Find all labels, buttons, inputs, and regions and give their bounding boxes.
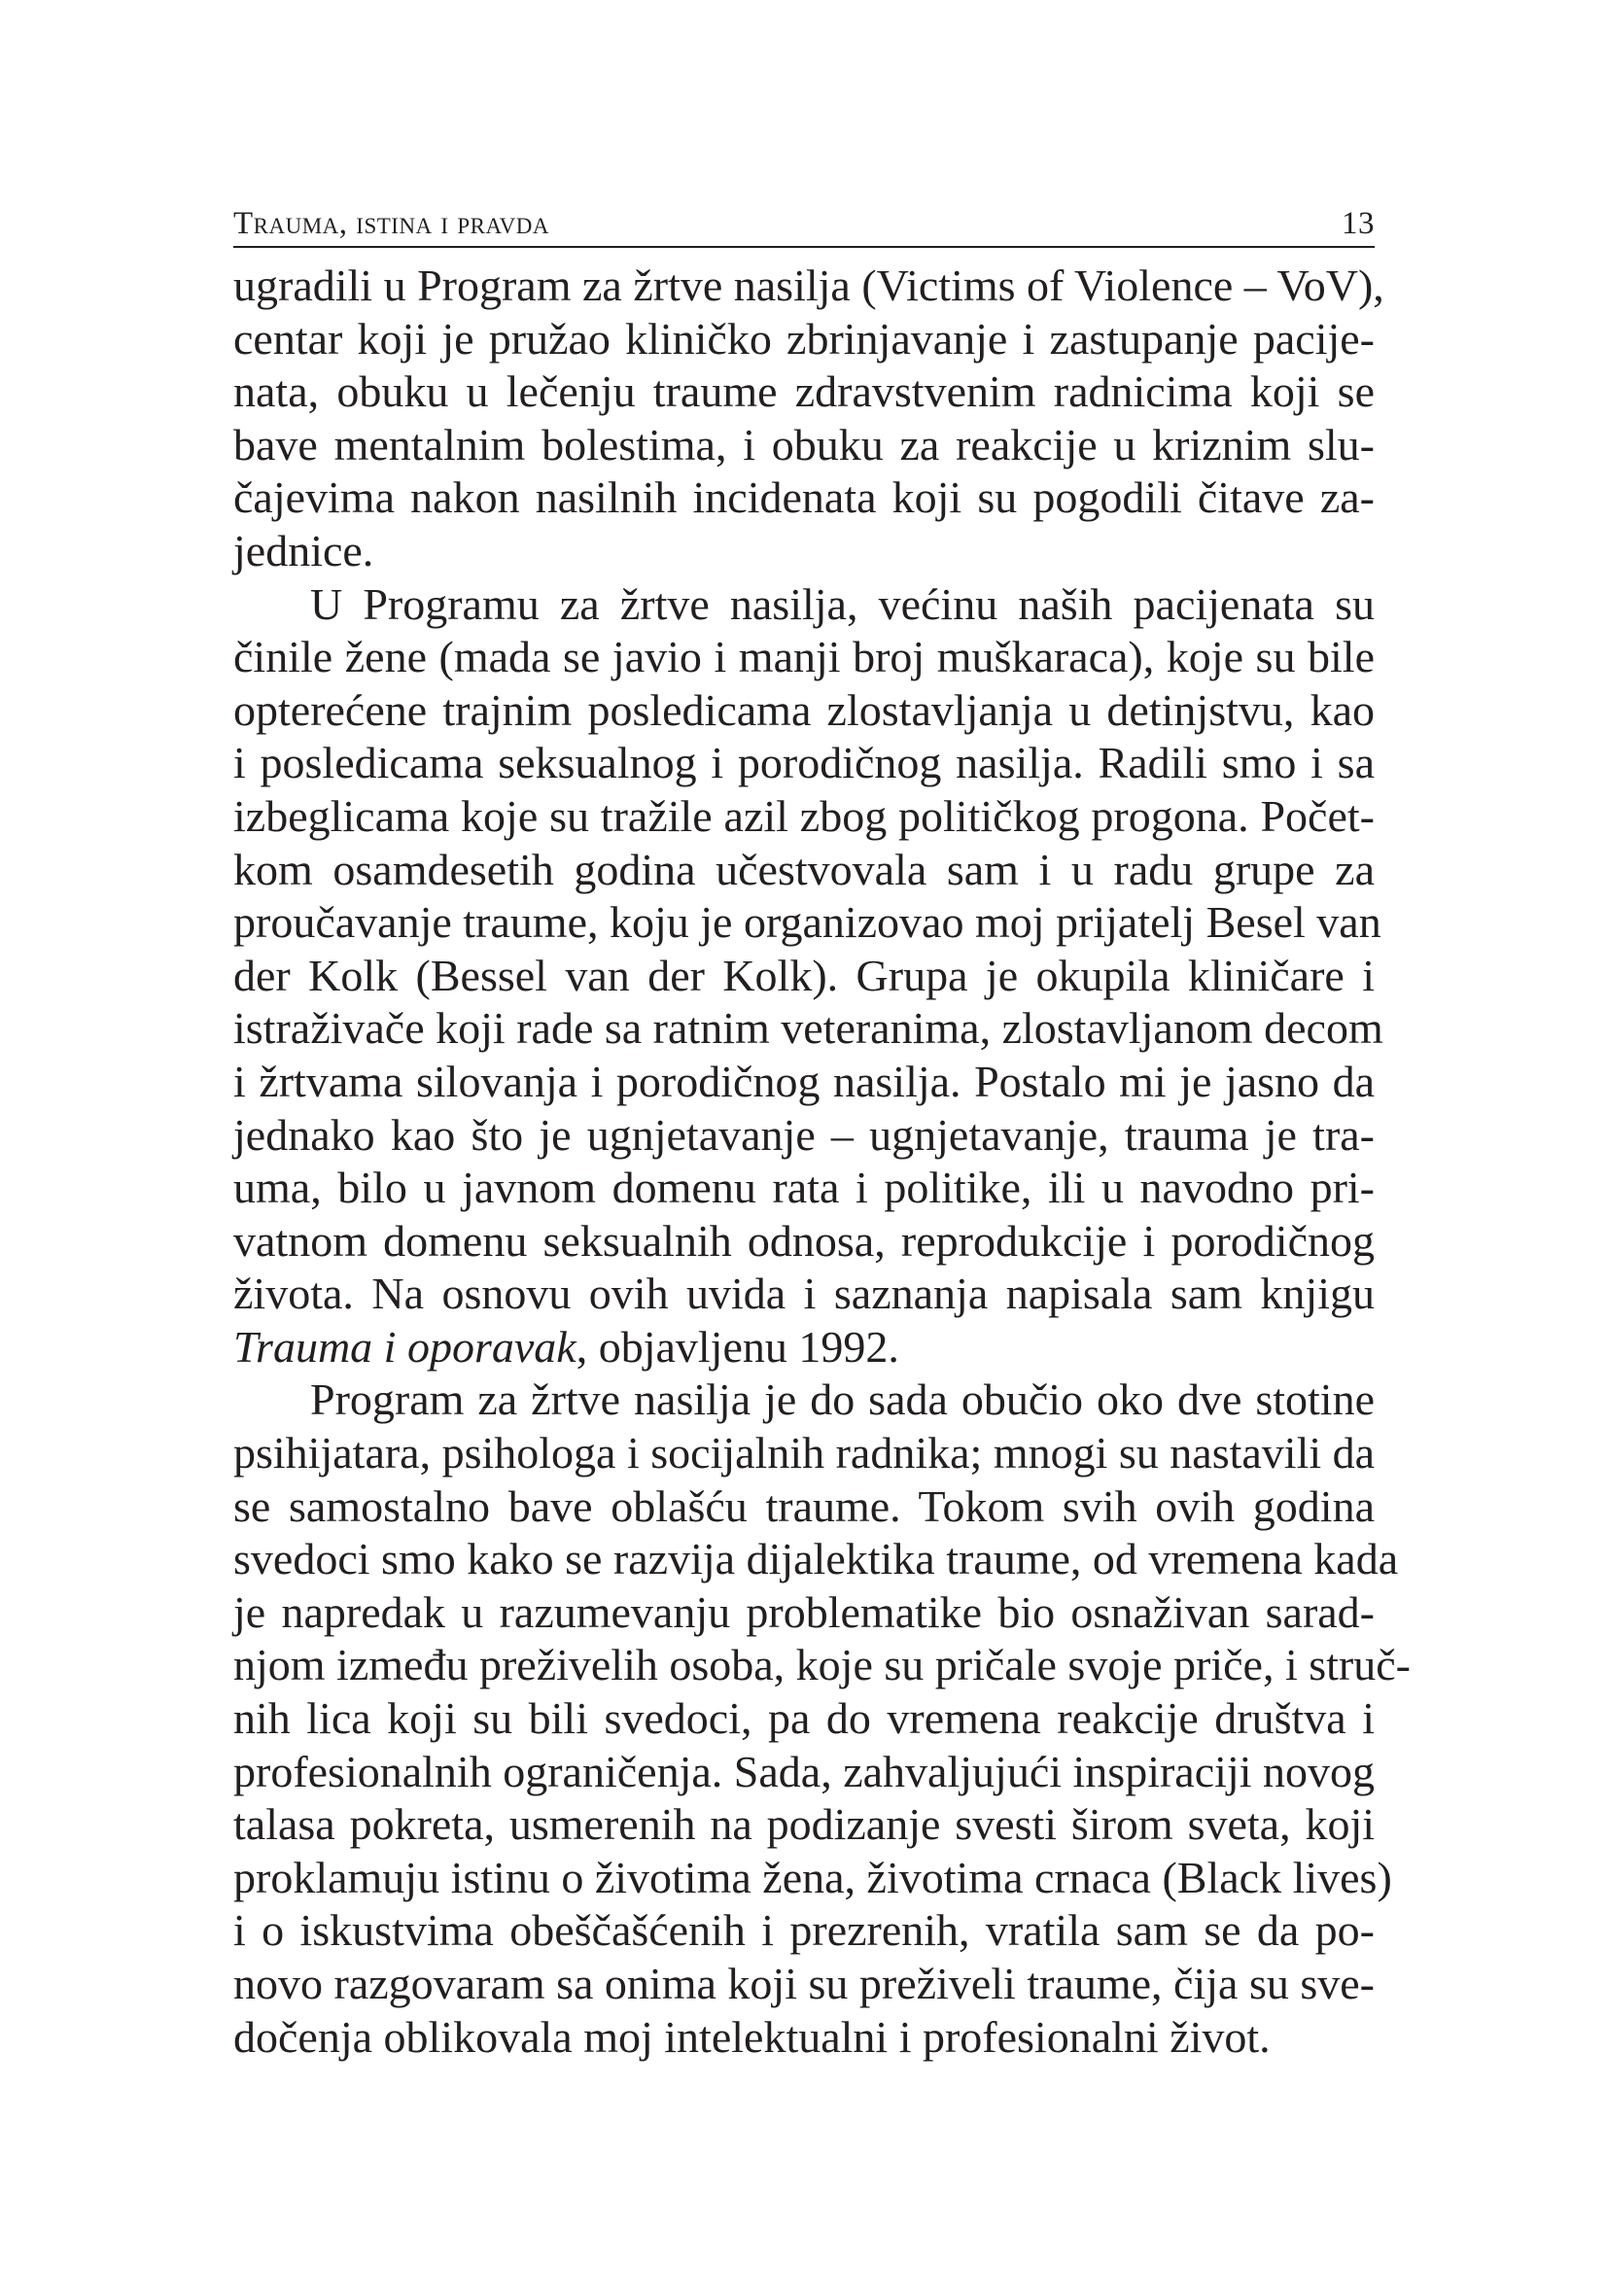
text-line: novo razgovaram sa onima koji su preživeli traume, čija su sve- <box>233 1959 1375 2008</box>
text-line: i žrtvama silovanja i porodičnog nasilja. Postalo mi je jasno da <box>233 1056 1375 1106</box>
text-line: izbeglicama koje su tražile azil zbog političkog progona. Počet- <box>233 790 1375 841</box>
text-line: vatnom domenu seksualnih odnosa, reprodukcije i porodičnog <box>233 1215 1375 1266</box>
text-line: bave mentalnim bolestima, i obuku za reakcije u kriznim slu- <box>233 419 1375 470</box>
text-line: istraživače koji rade sa ratnim veteranima, zlostavljanom decom <box>233 1003 1383 1054</box>
running-header <box>233 204 1375 248</box>
text-line: centar koji je pružao kliničko zbrinjavanje i zastupanje pacije- <box>233 313 1375 364</box>
text-line: kom osamdesetih godina učestvovala sam i u radu grupe za <box>233 844 1375 894</box>
text-line: činile žene (mada se javio i manji broj muškaraca), koje su bile <box>233 632 1375 682</box>
text-line: svedoci smo kako se razvija dijalektika traume, od vremena kada <box>233 1534 1399 1584</box>
text-line: čajevima nakon nasilnih incidenata koji su pogodili čitave za- <box>233 472 1375 523</box>
text-line: i o iskustvima obeščašćenih i prezrenih, vratila sam se da po- <box>233 1905 1375 1956</box>
text-line: Program za žrtve nasilja je do sada obučio oko dve stotine <box>310 1374 1375 1425</box>
text-line: i posledicama seksualnog i porodičnog nasilja. Radili smo i sa <box>233 738 1375 788</box>
text-line: se samostalno bave oblašću traume. Tokom svih ovih godina <box>233 1480 1375 1531</box>
book-title: Trauma i oporavak <box>233 1321 576 1372</box>
paragraph-1 <box>233 260 1384 578</box>
paragraph-2 <box>233 578 1383 1374</box>
text-line: proučavanje traume, koju je organizovao moj prijatelj Besel van <box>233 897 1381 948</box>
text-line: života. Na osnovu ovih uvida i saznanja napisala sam knjigu <box>233 1269 1375 1319</box>
text-line: nih lica koji su bili svedoci, pa do vremena reakcije društva i <box>233 1693 1375 1744</box>
text-line: opterećene trajnim posledicama zlostavljanja u detinjstvu, kao <box>233 684 1375 735</box>
text-line: dočenja oblikovala moj intelektualni i profesionalni život. <box>233 2011 1271 2062</box>
running-title: Trauma, istina i pravda <box>233 206 549 241</box>
text-line: je napredak u razumevanju problematike bio osnaživan sarad- <box>233 1586 1375 1637</box>
text-line: nata, obuku u lečenju traume zdravstvenim radnicima koji se <box>233 366 1375 417</box>
page-number: 13 <box>1342 206 1375 241</box>
text-line: der Kolk (Bessel van der Kolk). Grupa je okupila kliničare i <box>233 950 1375 1000</box>
text-line <box>233 1321 1375 1374</box>
text-line: jednako kao što je ugnjetavanje – ugnjetavanje, trauma je tra- <box>233 1109 1375 1160</box>
book-page <box>233 204 1411 2064</box>
text-line: profesionalnih ograničenja. Sada, zahvaljujući inspiraciji novog <box>233 1746 1375 1796</box>
text-line: jednice. <box>233 525 374 575</box>
body-text <box>233 260 1411 2064</box>
text-line: uma, bilo u javnom domenu rata i politike, ili u navodno pri- <box>233 1163 1375 1213</box>
text-line: psihijatara, psihologa i socijalnih radnika; mnogi su nastavili da <box>233 1428 1376 1478</box>
text-line: njom između preživelih osoba, koje su pričale svoje priče, i struč- <box>233 1640 1411 1690</box>
text-line: ugradili u Program za žrtve nasilja (Victims of Violence – VoV), <box>233 261 1384 310</box>
paragraph-3 <box>233 1374 1411 2064</box>
text-line: talasa pokreta, usmerenih na podizanje svesti širom sveta, koji <box>233 1799 1375 1850</box>
text-line: U Programu za žrtve nasilja, većinu naših pacijenata su <box>310 578 1375 629</box>
text-fragment: , objavljenu 1992. <box>576 1321 899 1372</box>
text-line: proklamuju istinu o životima žena, životima crnaca (Black lives) <box>233 1852 1392 1902</box>
